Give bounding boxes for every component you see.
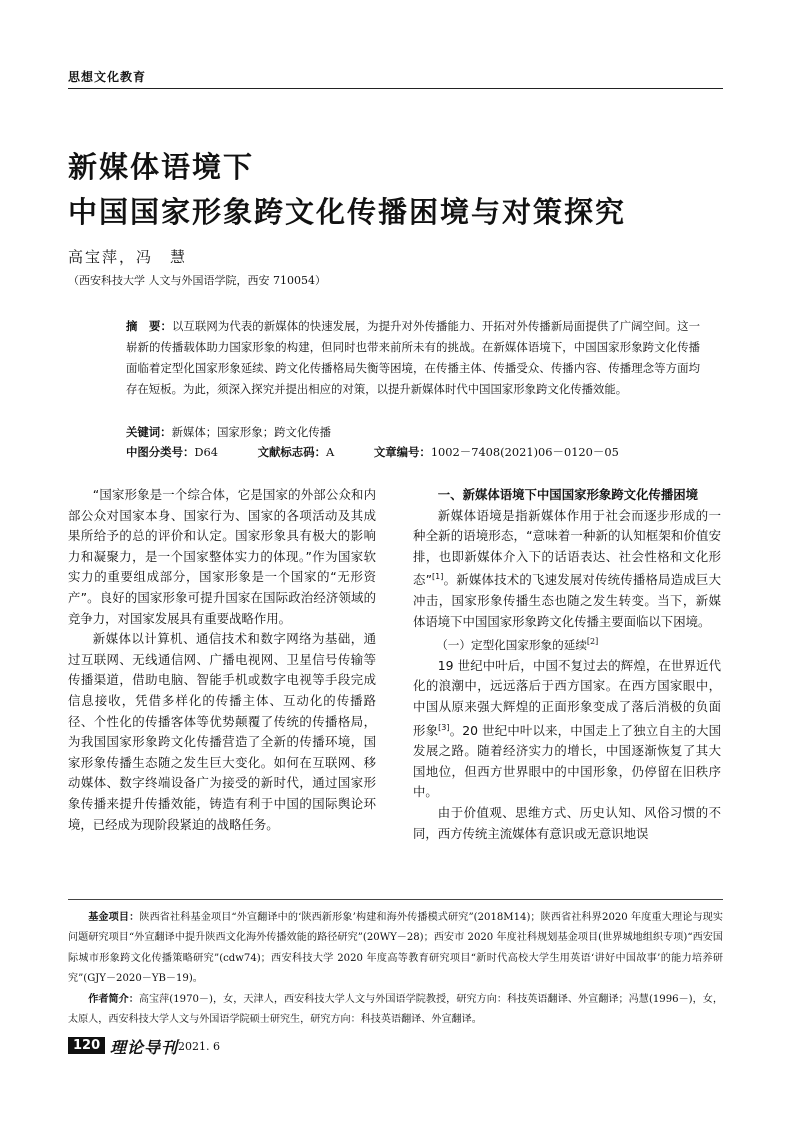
id-value: 1002－7408(2021)06－0120－05 [430,445,619,459]
right-column [413,485,721,844]
footnotes [68,908,723,1030]
keywords [126,424,331,440]
left-paragraph-2: 新媒体以计算机、通信技术和数字网络为基础，通过互联网、无线通信网、广播电视网、卫星信号传输等传播渠道，借助电脑、智能手机或数字电视等手段完成信息接收，凭借多样化的传播主体、互动化的传播路径、个性化的传播客体等优势颠覆了传统的传播格局，为我国国家形象跨文化传播营造了全新的传播环境，国家形象传播生态随之发生巨大变化。如何在互联网、移动媒体、数字终端设备广为接受的新时代，通过国家形象传播来提升传播效能，铸造有利于中国的国际舆论环境，已经成为现阶段紧迫的战略任务。 [68,631,376,832]
abstract-label: 摘 要： [126,319,172,333]
author-note [68,990,723,1031]
right-paragraph-1 [413,506,721,633]
left-column [68,485,376,835]
author-text: 高宝萍(1970－)，女，天津人，西安科技大学人文与外国语学院教授，研究方向：科技英语翻译、外宣翻译；冯慧(1996－)，女，太原人，西安科技大学人文与外国语学院硕士研究生，研究方向：科技英语翻译、外宣翻译。 [68,993,724,1026]
keywords-text: 新媒体；国家形象；跨文化传播 [171,425,332,439]
ref-3: [3] [438,722,450,732]
fund-note [68,908,723,990]
journal-name: 理论导刊 [110,1038,179,1057]
footnote-rule [68,899,723,900]
issue-number: 2021. 6 [178,1040,220,1053]
title-line-1: 新媒体语境下 [68,150,255,184]
cls-value: D64 [194,445,218,459]
cls-label: 中图分类号： [126,445,195,459]
header-rule [68,88,723,89]
fund-text: 陕西省社科基金项目“外宣翻译中的‘陕西新形象’构建和海外传播模式研究”(2018M14)；陕西省社科界2020 年度重大理论与现实问题研究项目“外宣翻译中提升陕西文化海外传播效能的路径研究”(20WY－28)；西安市 2020 年度社科规划基金项目(世界城地组织专项)“西安国际城市形象跨文化传播策略研究”(cdw74)；西安科技大学 2020 年度高等教育研究项目“新时代高校大学生用英语‘讲好中国故事’的能力培养研究”(GJY－2020－YB－19)。 [68,912,723,985]
right-paragraph-2 [413,656,721,803]
right-p2-text-b: 。20 世纪中叶以来，中国走上了独立自主的大国发展之路。随着经济实力的增长，中国逐渐恢复了其大国地位，但西方世界眼中的中国形象，仍停留在旧秩序中。 [413,722,721,800]
authors: 高宝萍，冯 慧 [68,248,188,266]
right-paragraph-3: 由于价值观、思维方式、历史认知、风俗习惯的不同，西方传统主流媒体有意识或无意识地误 [413,805,721,841]
left-paragraph-1: “国家形象是一个综合体，它是国家的外部公众和内部公众对国家本身、国家行为、国家的各项活动及其成果所给予的总的评价和认定。国家形象具有极大的影响力和凝聚力，是一个国家整体实力的体现。”作为国家软实力的重要组成部分，国家形象是一个国家的“无形资产”。良好的国家形象可提升国家在国际政治经济领域的竞争力，对国家发展具有重要战略作用。 [68,487,376,626]
page-number: 120 [68,1037,105,1054]
subsection-heading-text: （一）定型化国家形象的延续 [436,638,587,653]
classification-line [126,444,655,460]
section-heading-1: 一、新媒体语境下中国国家形象跨文化传播困境 [437,487,698,502]
author-label: 作者简介： [88,993,139,1005]
doc-label: 文献标志码： [257,445,326,459]
subsection-heading-1 [413,632,721,655]
fund-label: 基金项目： [88,912,140,923]
right-p1-text-a: 新媒体语境是指新媒体作用于社会而逐步形成的一种全新的语境形态，“意味着一种新的认知框架和价值安排，也即新媒体介入下的话语表达、社会性格和文化形态” [413,507,721,588]
right-p2-text-a: 19 世纪中叶后，中国不复过去的辉煌，在世界近代化的浪潮中，远远落后于西方国家。在西方国家眼中，中国从原来强大辉煌的正面形象变成了落后消极的负面形象 [413,657,721,738]
id-label: 文章编号： [373,445,431,459]
section-label: 思想文化教育 [68,70,147,84]
ref-1: [1] [432,572,444,582]
ref-2: [2] [586,637,599,647]
doc-value: A [325,445,335,459]
right-p1-text-b: 。新媒体技术的飞速发展对传统传播格局造成巨大冲击，国家形象传播生态也随之发生转变。当下，新媒体语境下中国国家形象跨文化传播主要面临以下困境。 [413,572,722,629]
abstract [126,316,700,400]
keywords-label: 关键词： [126,425,172,439]
abstract-text: 以互联网为代表的新媒体的快速发展，为提升对外传播能力、开拓对外传播新局面提供了广阔空间。这一崭新的传播载体助力国家形象的构建，但同时也带来前所未有的挑战。在新媒体语境下，中国国家形象跨文化传播面临着定型化国家形象延续、跨文化传播格局失衡等困境，在传播主体、传播受众、传播内容、传播理念等方面均存在短板。为此，须深入探究并提出相应的对策，以提升新媒体时代中国国家形象跨文化传播效能。 [126,319,700,396]
title-line-2: 中国国家形象跨文化传播困境与对策探究 [68,195,627,229]
affiliation: （西安科技大学 人文与外国语学院，西安 710054） [68,274,326,287]
